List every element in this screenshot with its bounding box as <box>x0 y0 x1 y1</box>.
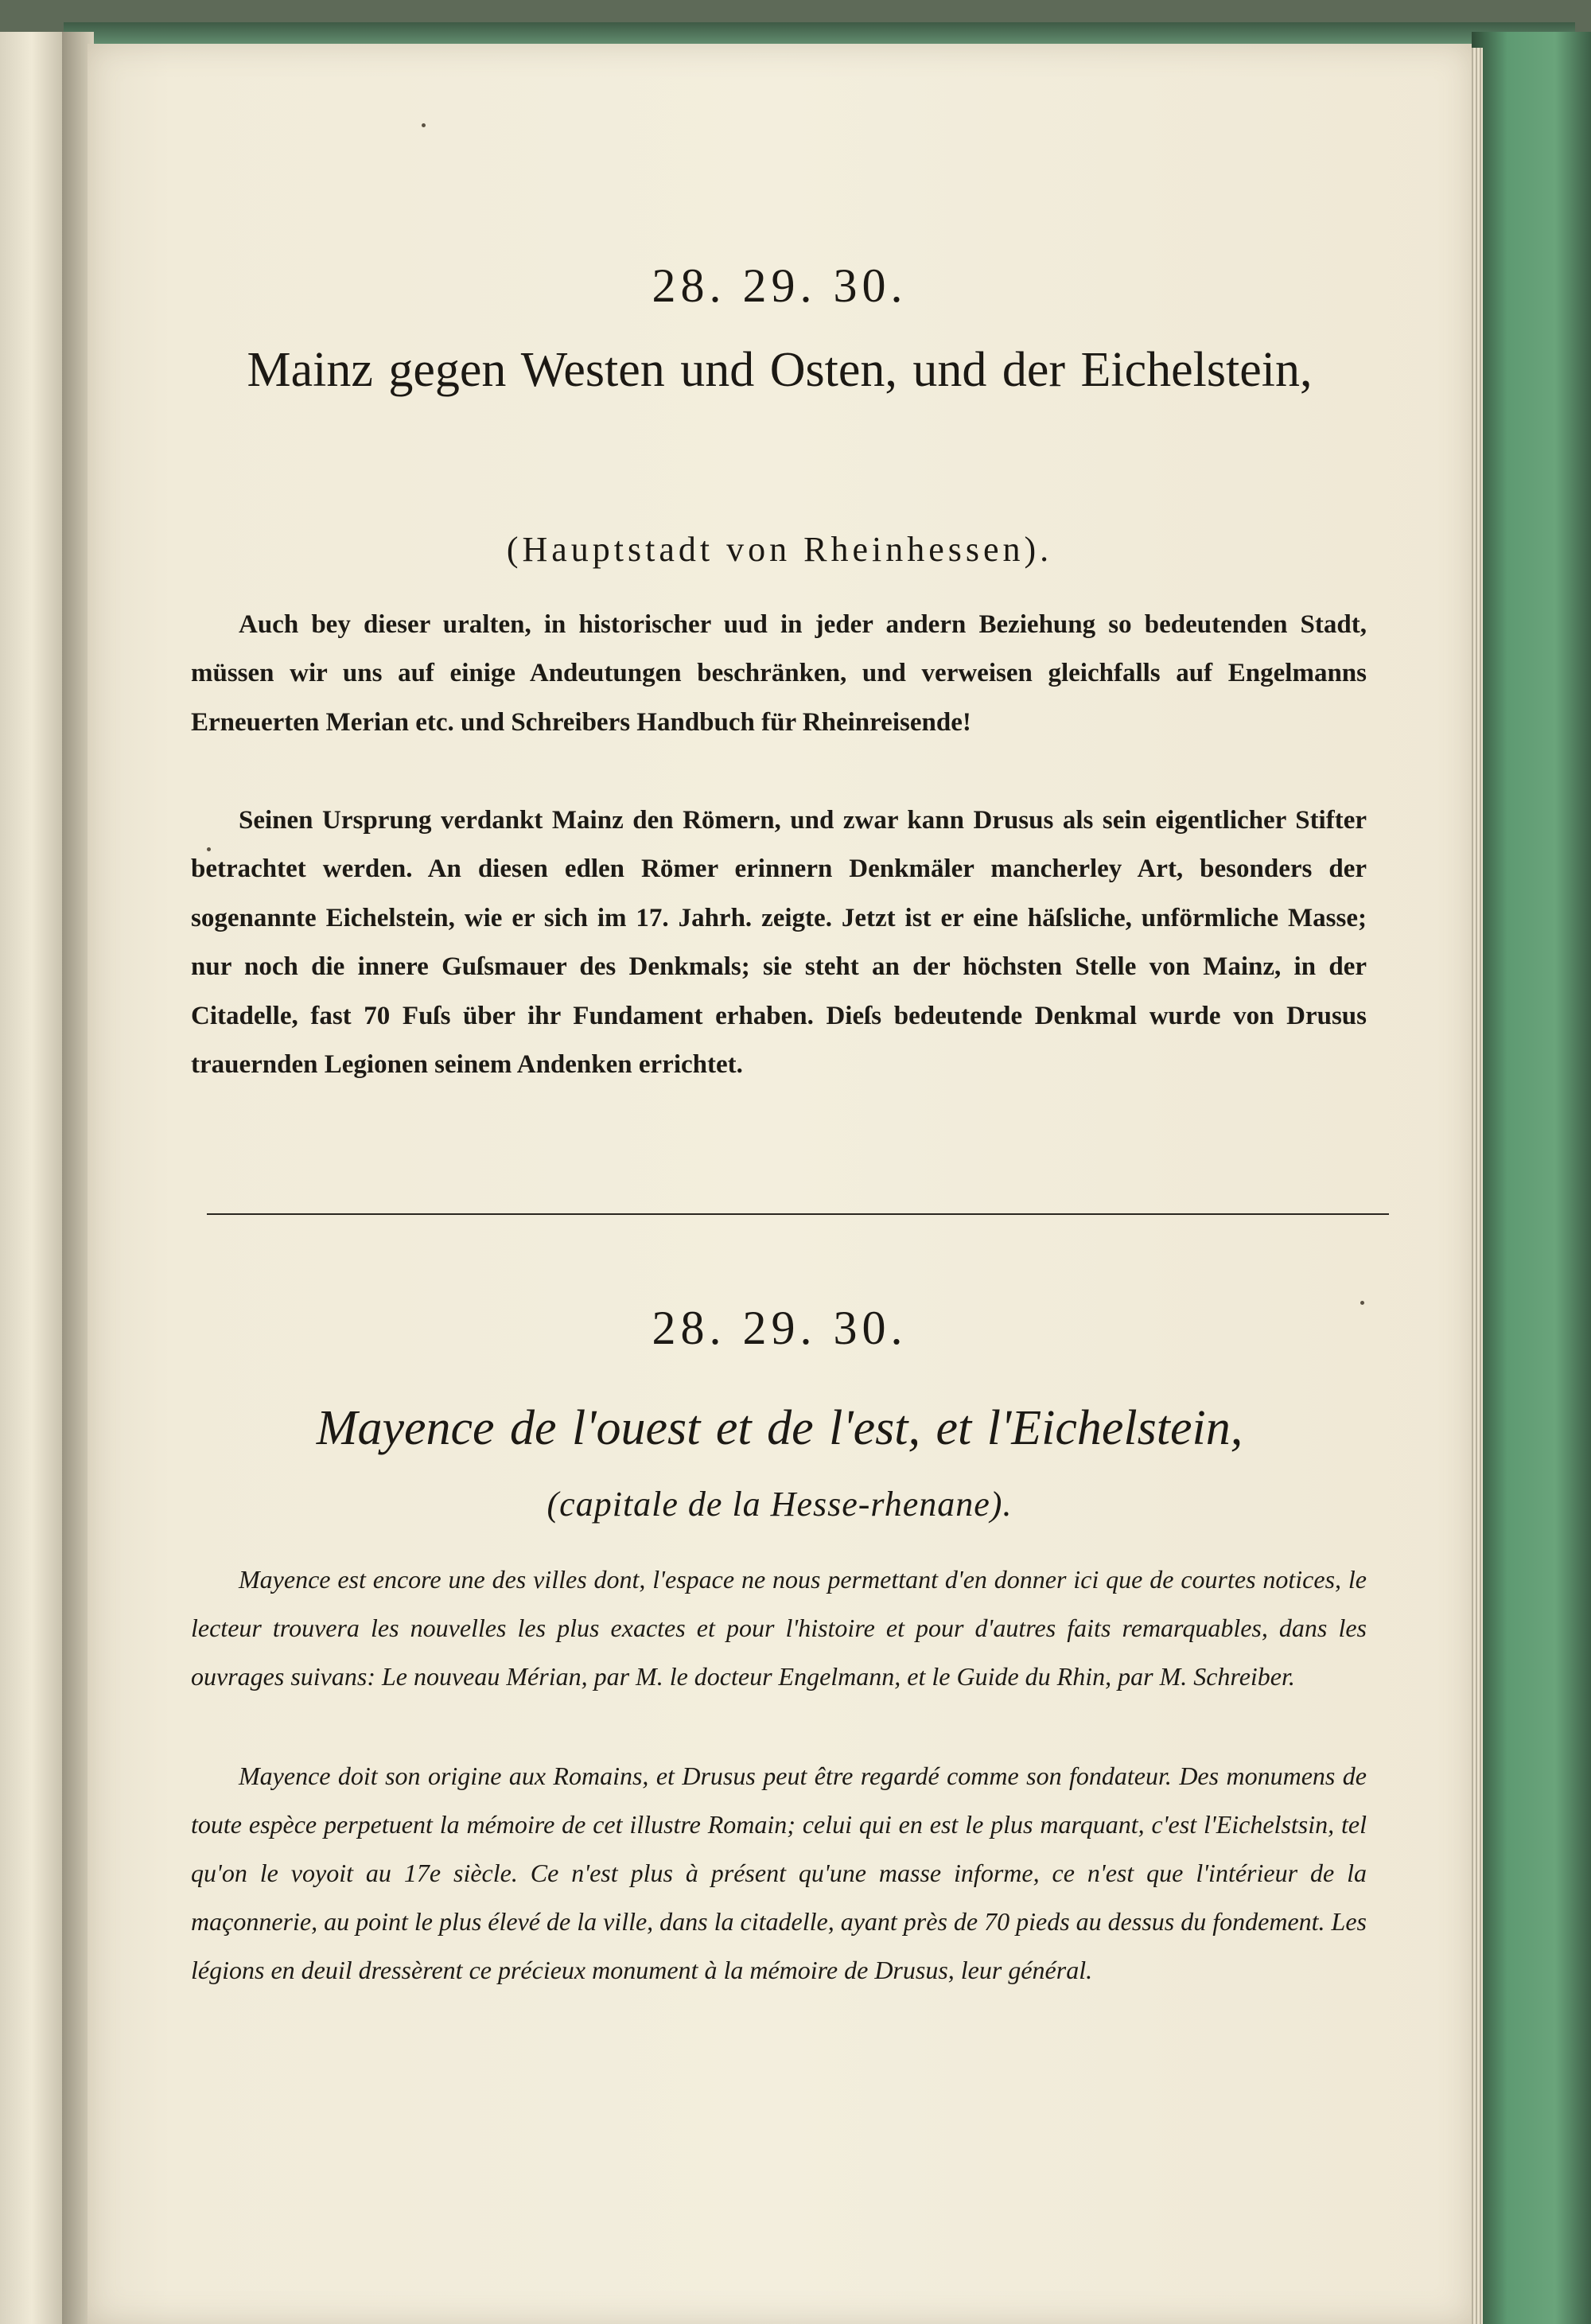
section-subtitle: (Hauptstadt von Rheinhessen). <box>506 530 1053 569</box>
plate-numbers: 28. 29. 30. <box>652 259 908 312</box>
paper-speck <box>422 123 426 127</box>
paragraph-text: Mayence doit son origine aux Romains, et Drusus peut être regardé comme son fondateur. Des monumens de toute espèce perpetuent la mémoire de cet illustre Romain; celui qui en est le plus marquant, c'est l'Eichelstsin, tel qu'on le voyoit au 17e siècle. Ce n'est plus à présent qu'une masse informe, ce n'est que l'intérieur de la maçonnerie, au point le plus élevé de la ville, dans la citadelle, ayant près de 70 pieds au dessus du fondement. Les légions en deuil dressèrent ce précieux monument à la mémoire de Drusus, leur général. <box>191 1761 1367 1984</box>
plate-numbers: 28. 29. 30. <box>652 1302 908 1354</box>
section-subtitle: (capitale de la Hesse-rhenane). <box>547 1485 1013 1524</box>
paragraph-text: Mayence est encore une des villes dont, l'espace ne nous permettant d'en donner ici que de courtes notices, le lecteur trouvera les nouvelles les plus exactes et pour l'histoire et pour d'autres faits remarquables, dans les ouvrages suivans: Le nouveau Mérian, par M. le docteur Engelmann, et le Guide du Rhin, par M. Schreiber. <box>191 1565 1367 1691</box>
paper-speck <box>1360 1301 1364 1305</box>
paragraph <box>191 601 1367 747</box>
section-title: Mainz gegen Westen und Osten, und der Eichelstein, <box>247 343 1313 397</box>
left-page-edge <box>0 32 64 2324</box>
section-divider <box>207 1213 1389 1215</box>
paragraph <box>191 1555 1367 1701</box>
book-cover-edge <box>1472 32 1591 2324</box>
paper-speck <box>207 847 211 851</box>
paragraph-text: Auch bey dieser uralten, in historischer uud in jeder andern Beziehung so bedeutenden Stadt, müssen wir uns auf einige Andeutungen beschränken, und verweisen gleichfalls auf Engelmanns Erneuerten Merian etc. und Schreibers Handbuch für Rheinreisende! <box>191 610 1367 737</box>
paragraph <box>191 796 1367 1089</box>
paragraph <box>191 1752 1367 1995</box>
section-title: Mayence de l'ouest et de l'est, et l'Eichelstein, <box>316 1401 1243 1455</box>
paragraph-text: Seinen Ursprung verdankt Mainz den Römern, und zwar kann Drusus als sein eigentlicher Stifter betrachtet werden. An diesen edlen Römer erinnern Denkmäler mancherley Art, besonders der sogenannte Eichelstein, wie er sich im 17. Jahrh. zeigte. Jetzt ist er eine häſsliche, unförmliche Masse; nur noch die innere Guſsmauer des Denkmals; sie steht an der höchsten Stelle von Mainz, in der Citadelle, fast 70 Fuſs über ihr Fundament erhaben. Dieſs bedeutende Denkmal wurde von Drusus trauernden Legionen seinem Andenken errichtet. <box>191 806 1367 1080</box>
book-page <box>88 44 1472 2324</box>
